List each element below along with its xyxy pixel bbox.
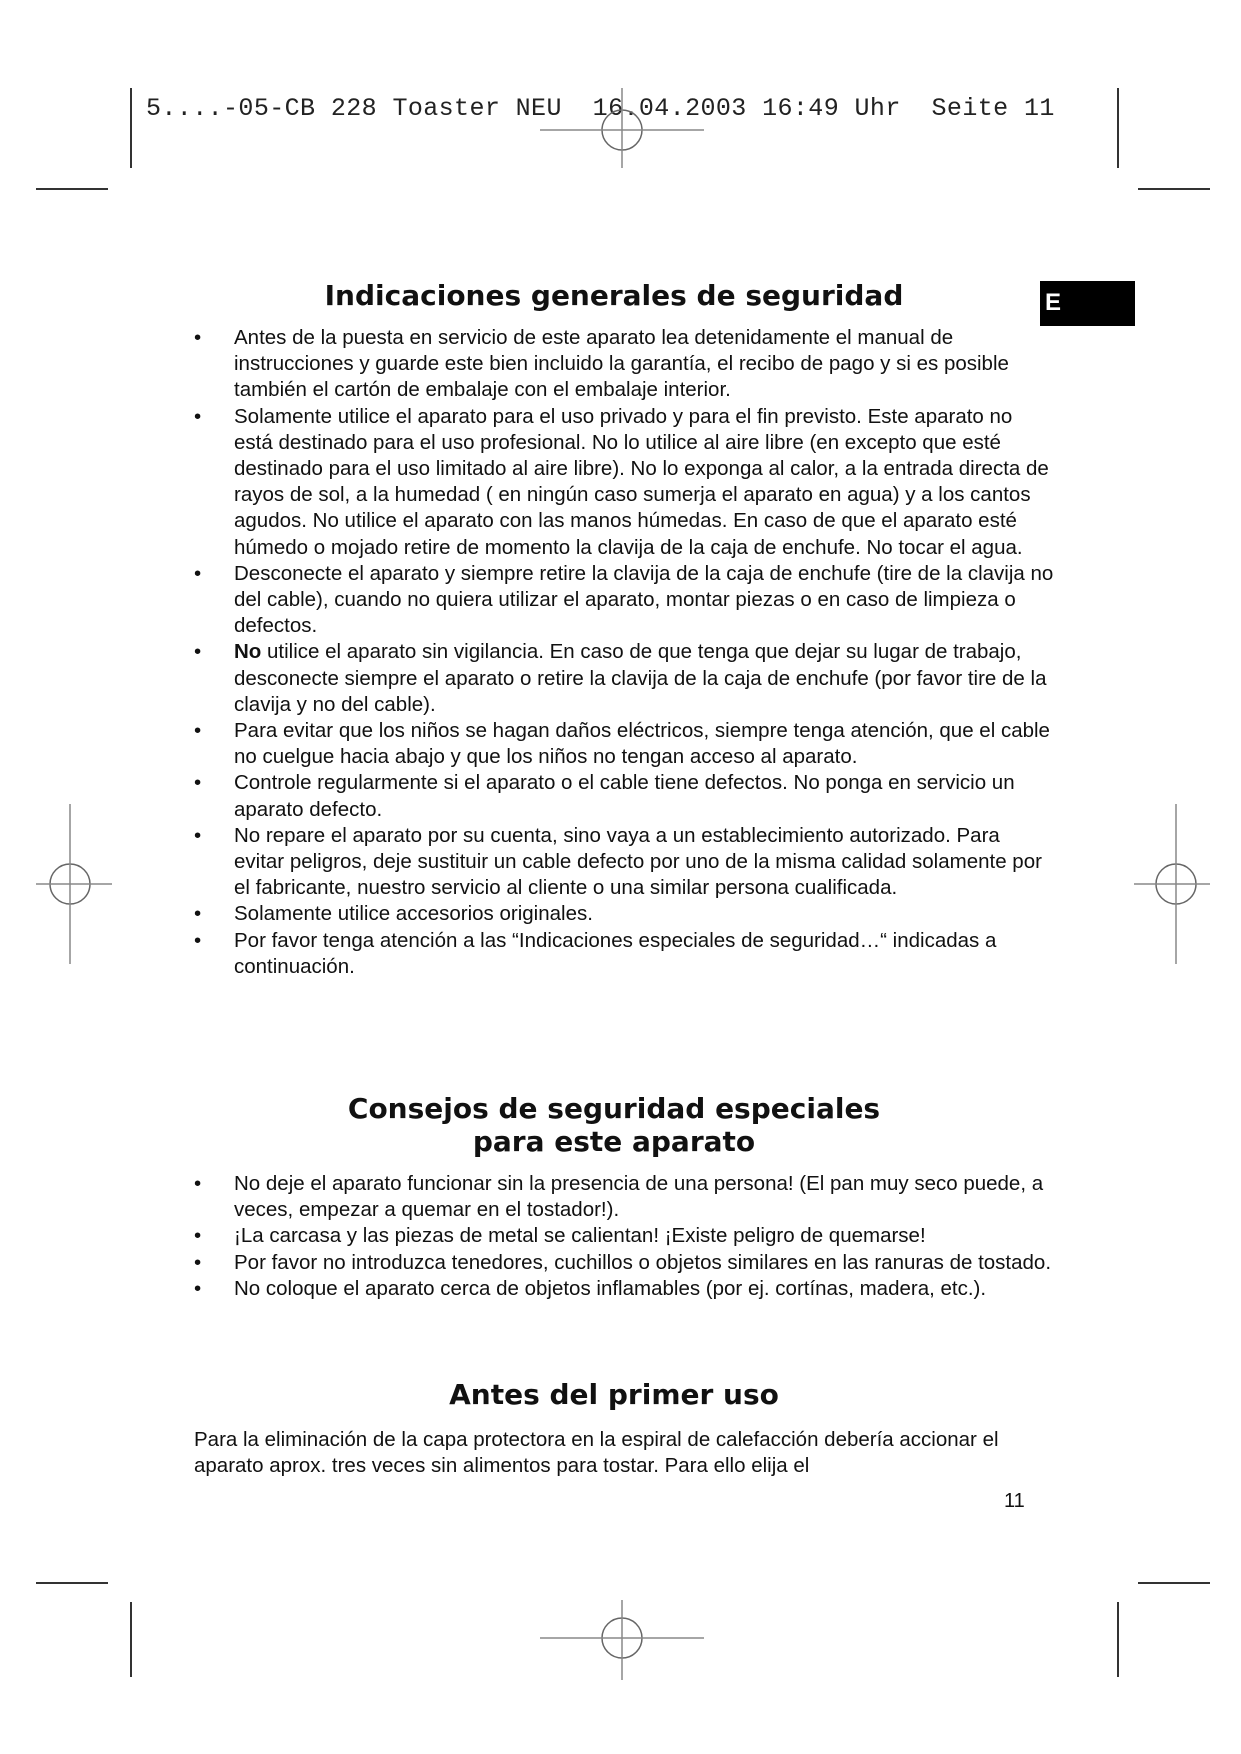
safety-list <box>194 325 1054 980</box>
registration-mark-icon <box>540 88 704 168</box>
print-slug: 5....-05-CB 228 Toaster NEU 16.04.2003 16:49 Uhr Seite 11 <box>146 94 1055 123</box>
list-item: • No coloque el aparato cerca de objetos inflamables (por ej. cortínas, madera, etc.). <box>194 1276 987 1300</box>
paragraph: Para la eliminación de la capa protectora en la espiral de calefacción debería accionar el aparato aprox. tres veces sin alimentos para tostar. Para ello elija el <box>194 1428 999 1478</box>
registration-mark-icon <box>36 804 112 964</box>
special-safety-list <box>194 1171 1054 1302</box>
list-item: • Por favor no introduzca tenedores, cuchillos o objetos similares en las ranuras de tostado. <box>194 1250 1052 1274</box>
registration-mark-icon <box>540 1600 704 1680</box>
crop-mark <box>130 88 132 168</box>
page-number: 11 <box>1004 1490 1025 1512</box>
crop-mark <box>1138 1582 1210 1584</box>
crop-mark <box>1138 188 1210 190</box>
list-item: • Por favor tenga atención a las “Indicaciones especiales de seguridad…“ indicadas a continuación. <box>194 928 997 978</box>
emphasis-no: No <box>234 640 262 664</box>
list-item: • Solamente utilice accesorios originales. <box>194 902 593 926</box>
section-title: Consejos de seguridad especiales para este aparato <box>347 1092 881 1158</box>
list-item: • Controle regularmente si el aparato o el cable tiene defectos. No ponga en servicio un aparato defecto. <box>194 771 1015 821</box>
section-title: Indicaciones generales de seguridad <box>324 279 904 312</box>
list-item: • ¡La carcasa y las piezas de metal se calientan! ¡Existe peligro de quemarse! <box>194 1224 926 1248</box>
list-item: • Solamente utilice el aparato para el uso privado y para el fin previsto. Este aparato no está destinado para el uso profesional. No lo utilice al aire libre (en excepto que esté destinado para el uso limitado al aire libre). No lo exponga al calor, a la entrada directa de rayos de sol, a la humedad ( en ningún caso sumerja el aparato en agua) y a los cantos agudos. No utilice el aparato con las manos húmedas. En caso de que el aparato esté húmedo o mojado retire de momento la clavija de la caja de enchufe. No tocar el agua. <box>194 404 1049 559</box>
crop-mark <box>36 188 108 190</box>
list-item: • Antes de la puesta en servicio de este aparato lea detenidamente el manual de instrucciones y guarde este bien incluido la garantía, el recibo de pago y si es posible también el cartón de embalaje con el embalaje interior. <box>194 326 1009 402</box>
list-item: • No utilice el aparato sin vigilancia. En caso de que tenga que dejar su lugar de trabajo, desconecte siempre el aparato o retire la clavija de la caja de enchufe (por favor tire de la clavija y no del cable). <box>194 640 1047 716</box>
crop-mark <box>1117 1602 1119 1677</box>
list-item: • Desconecte el aparato y siempre retire la clavija de la caja de enchufe (tire de la clavija no del cable), cuando no quiera utilizar el aparato, montar piezas o en caso de limpieza o defectos. <box>194 561 1054 638</box>
registration-mark-icon <box>1134 804 1210 964</box>
list-item: • No repare el aparato por su cuenta, sino vaya a un establecimiento autorizado. Para evitar peligros, deje sustituir un cable defecto por uno de la misma calidad solamente por el fabricante, nuestro servicio al cliente o una similar persona cualificada. <box>194 823 1042 900</box>
list-item: • Para evitar que los niños se hagan daños eléctricos, siempre tenga atención, que el cable no cuelgue hacia abajo y que los niños no tengan acceso al aparato. <box>194 719 1050 769</box>
crop-mark <box>36 1582 108 1584</box>
first-use-paragraph <box>194 1427 1054 1479</box>
crop-mark <box>1117 88 1119 168</box>
crop-mark <box>130 1602 132 1677</box>
list-item: • No deje el aparato funcionar sin la presencia de una persona! (El pan muy seco puede, a veces, empezar a quemar en el tostador!). <box>194 1172 1044 1222</box>
section-title: Antes del primer uso <box>449 1378 779 1411</box>
language-tab: E <box>1040 281 1135 326</box>
